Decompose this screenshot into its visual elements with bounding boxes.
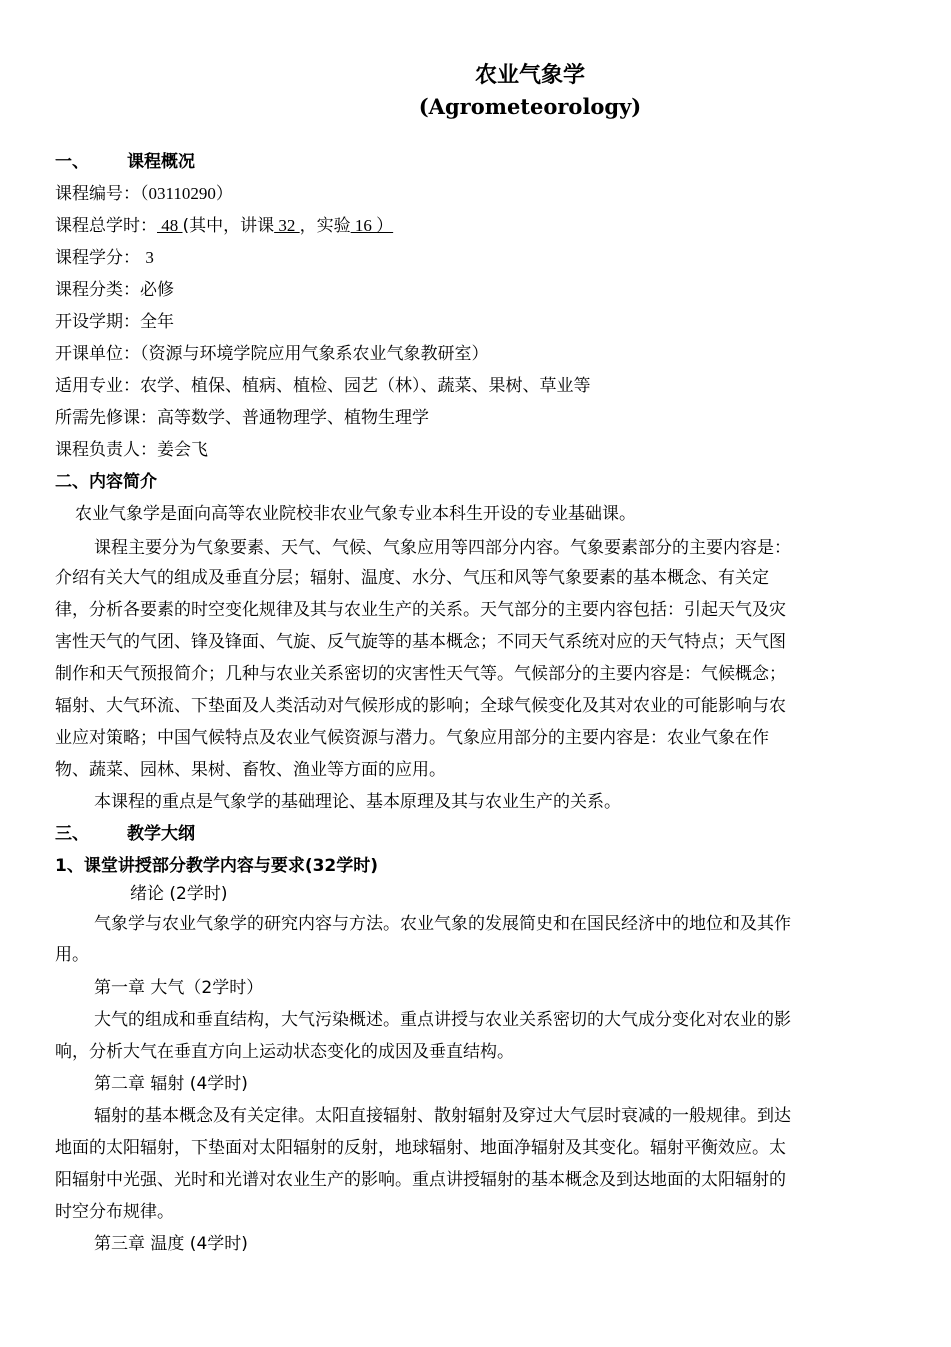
course-hours-lecture: 32: [274, 216, 300, 235]
course-credit-value: 3: [145, 248, 154, 267]
chapter-1-line: 大气的组成和垂直结构，大气污染概述。重点讲授与农业关系密切的大气成分变化对农业的影: [94, 1010, 791, 1030]
summary-line: 介绍有关大气的组成及垂直分层；辐射、温度、水分、气压和风等气象要素的基本概念、有关定: [55, 568, 769, 588]
chapter-2-title: 第二章 辐射 (4学时): [94, 1074, 248, 1094]
course-hours-mid2: ，实验: [299, 216, 351, 236]
course-hours-mid1: (其中，讲课: [182, 216, 275, 236]
chapter-1-title: 第一章 大气（2学时）: [94, 978, 264, 998]
course-credit-line: [55, 245, 154, 271]
course-hours-label: 课程总学时：: [55, 216, 157, 236]
summary-line: 业应对策略；中国气候特点及农业气候资源与潜力。气象应用部分的主要内容是：农业气象在作: [55, 728, 769, 748]
course-leader-line: 课程负责人：姜会飞: [55, 440, 208, 460]
section-3-title: 教学大纲: [127, 824, 195, 844]
course-prereq-line: 所需先修课：高等数学、普通物理学、植物生理学: [55, 408, 429, 428]
course-category-line: 课程分类：必修: [55, 280, 174, 300]
section-1-number: 一、: [55, 152, 89, 172]
section-1-title: 课程概况: [127, 152, 195, 172]
intro-line: 用。: [55, 945, 89, 965]
section-2-heading: 二、内容简介: [55, 472, 157, 492]
chapter-1-line: 响，分析大气在垂直方向上运动状态变化的成因及垂直结构。: [55, 1042, 514, 1062]
course-unit-line: 开课单位：（资源与环境学院应用气象系农业气象教研室）: [55, 344, 489, 364]
course-hours-line: [55, 213, 393, 239]
summary-line: 辐射、大气环流、下垫面及人类活动对气候形成的影响；全球气候变化及其对农业的可能影响与农: [55, 696, 786, 716]
summary-line: 律，分析各要素的时空变化规律及其与农业生产的关系。天气部分的主要内容包括：引起天气及灾: [55, 600, 786, 620]
page-title: 农业气象学: [474, 63, 585, 88]
course-hours-total: 48: [157, 216, 183, 235]
chapter-2-line: 地面的太阳辐射，下垫面对太阳辐射的反射，地球辐射、地面净辐射及其变化。辐射平衡效应。太: [55, 1138, 786, 1158]
course-code-value: （03110290）: [140, 184, 233, 203]
subsection-1-heading: 1、课堂讲授部分教学内容与要求(32学时): [55, 856, 379, 876]
chapter-2-line: 阳辐射中光强、光时和光谱对农业生产的影响。重点讲授辐射的基本概念及到达地面的太阳辐射的: [55, 1170, 786, 1190]
section-1-heading: [55, 149, 195, 175]
summary-line: 物、蔬菜、园林、果树、畜牧、渔业等方面的应用。: [55, 760, 446, 780]
summary-line: 课程主要分为气象要素、天气、气候、气象应用等四部分内容。气象要素部分的主要内容是：: [94, 538, 791, 558]
summary-line: 本课程的重点是气象学的基础理论、基本原理及其与农业生产的关系。: [94, 792, 621, 812]
intro-title: 绪论 (2学时): [130, 884, 228, 904]
section-3-number: 三、: [55, 824, 89, 844]
page-subtitle: (Agrometeorology): [418, 94, 642, 119]
chapter-2-line: 辐射的基本概念及有关定律。太阳直接辐射、散射辐射及穿过大气层时衰减的一般规律。到达: [94, 1106, 791, 1126]
course-code-line: [55, 181, 233, 207]
summary-line: 害性天气的气团、锋及锋面、气旋、反气旋等的基本概念；不同天气系统对应的天气特点；天气图: [55, 632, 786, 652]
section-3-heading: [55, 821, 195, 847]
chapter-2-line: 时空分布规律。: [55, 1202, 174, 1222]
course-code-label: 课程编号：: [55, 184, 140, 204]
course-hours-lab: 16 ）: [350, 216, 394, 235]
course-semester-line: 开设学期：全年: [55, 312, 174, 332]
intro-line: 气象学与农业气象学的研究内容与方法。农业气象的发展简史和在国民经济中的地位和及其作: [94, 914, 791, 934]
summary-line: 农业气象学是面向高等农业院校非农业气象专业本科生开设的专业基础课。: [75, 504, 636, 524]
course-majors-line: 适用专业：农学、植保、植病、植检、园艺（林）、蔬菜、果树、草业等: [55, 376, 591, 396]
course-credit-label: 课程学分：: [55, 248, 140, 268]
chapter-3-title: 第三章 温度 (4学时): [94, 1234, 248, 1254]
summary-line: 制作和天气预报简介；几种与农业关系密切的灾害性天气等。气候部分的主要内容是：气候概念；: [55, 664, 786, 684]
